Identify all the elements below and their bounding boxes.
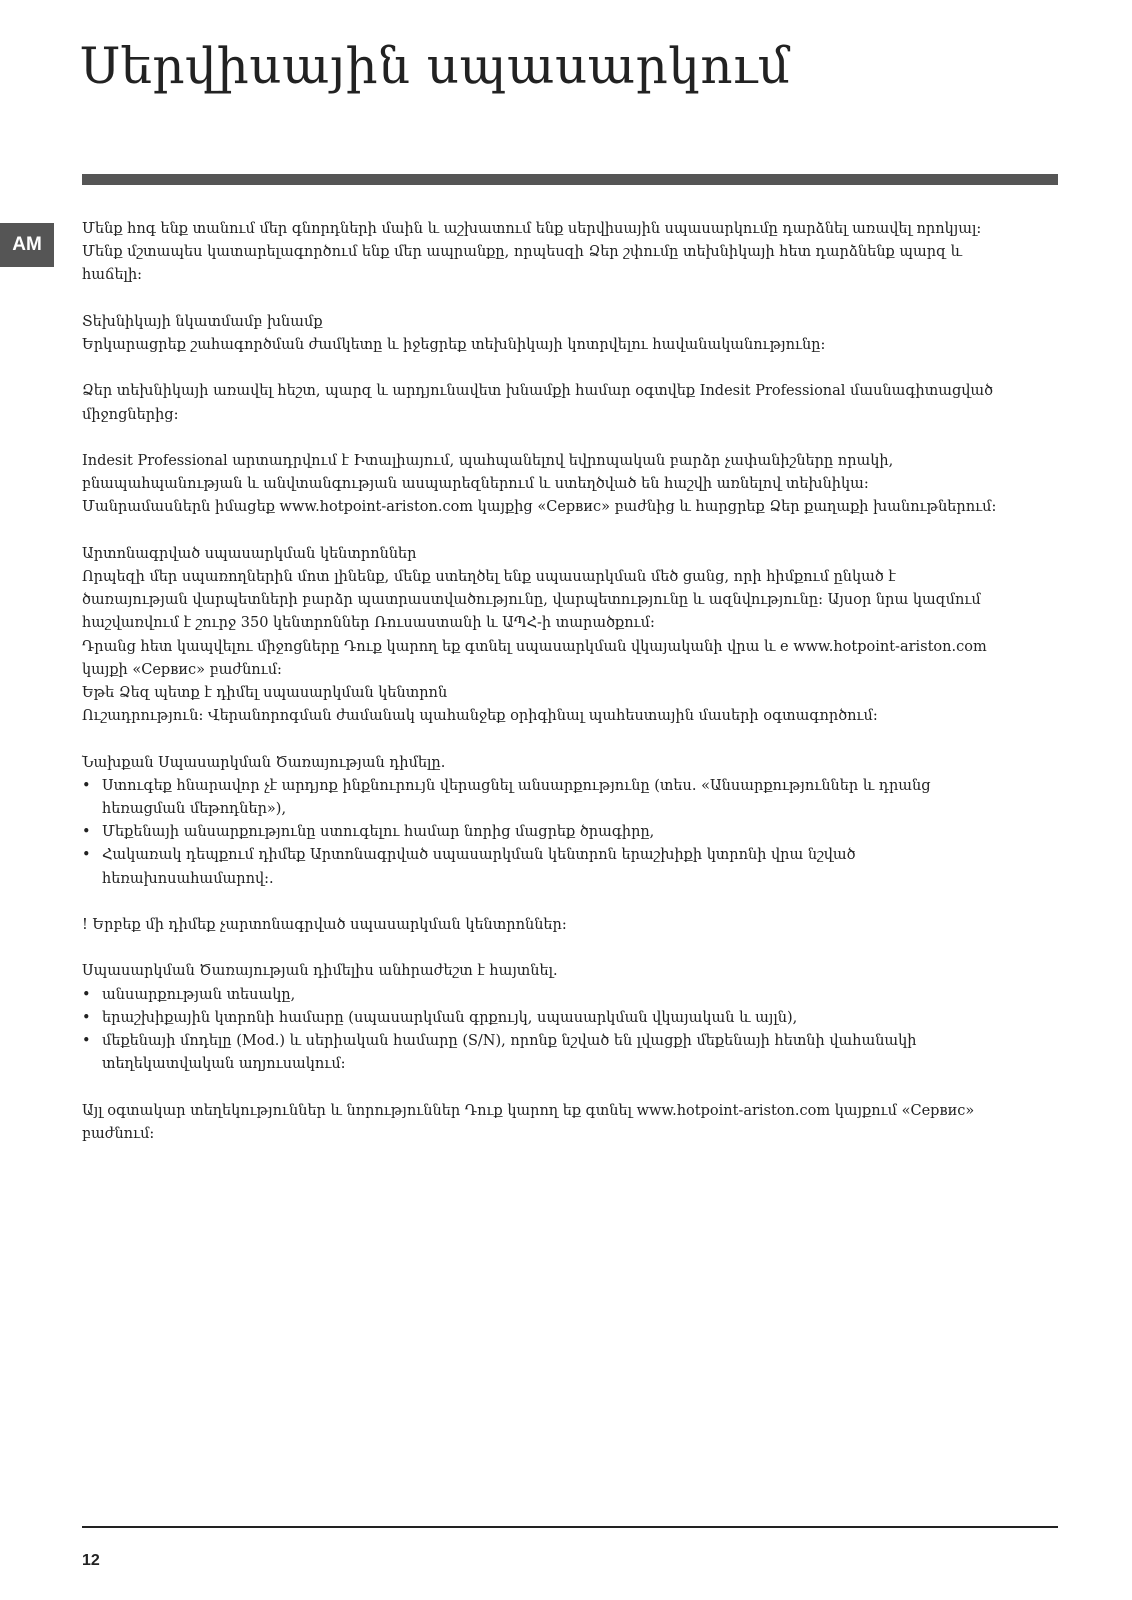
text-line: բաժնում: — [82, 1125, 155, 1142]
before-contact-section — [82, 752, 1060, 891]
text-line: Երկարացրեք շահագործման ժամկետը և իջեցրեք տեխնիկայի կոտրվելու հավանականությունը: — [82, 337, 826, 353]
required-info-heading: Սպասարկման Ծառայության դիմելիս անհրաժեշտ է հայտնել. — [82, 963, 558, 980]
text-line: Indesit Professional արտադրվում է Իտալիայում, պահպանելով եվրոպական բարձր չափանիշները որակի, — [82, 452, 894, 469]
list-item: • երաշխիքային կտրոնի համարը (սպասարկման գրքույկ, սպասարկման վկայական և այլն), — [82, 1007, 1060, 1030]
warning-text: ! Երբեք մի դիմեք չարտոնագրված սպասարկման կենտրոններ: — [82, 917, 567, 933]
before-contact-heading: Նախքան Սպասարկման Ծառայության դիմելը. — [82, 754, 446, 771]
text-line: հաշվառվում է շուրջ 350 կենտրոններ Ռուսաստանի և ԱՊՀ-ի տարածքում: — [82, 615, 655, 632]
care-heading: Տեխնիկայի նկատմամբ խնամք — [82, 313, 323, 330]
page-number: 12 — [82, 1552, 100, 1569]
made-in-paragraph — [82, 450, 1060, 520]
text-line: Դրանց հետ կապվելու միջոցները Դուք կարող եք գտնել սպասարկման վկայականի վրա և e www.hotpoint-ariston.com — [82, 638, 987, 655]
text-line: Մենք հոգ ենք տանում մեր գնորդների մաին և աշխատում ենք սերվիսային սպասարկումը դարձնել առավել որոկյալ: — [82, 221, 982, 237]
text-line: Այլ օգտակար տեղեկություններ և նորություններ Դուք կարող եք գտնել www.hotpoint-ariston.com կայքում «Сервис» — [82, 1102, 975, 1119]
text-line: Որպեզի մեր սպառողներին մոտ լինենք, մենք ստեղծել ենք սպասարկման մեծ ցանց, որի հիմքում ընկած է — [82, 568, 896, 585]
text-line: հաճելի: — [82, 267, 143, 284]
text-line: Մանրամասներն իմացեք www.hotpoint-ariston.com կայքից «Сервис» բաժնից և հարցրեք Ձեր քաղաքի խանութներում: — [82, 499, 997, 516]
text-line: Եթե Ձեզ պետք է դիմել սպասարկման կենտրոն — [82, 685, 448, 701]
more-info-paragraph — [82, 1100, 1060, 1146]
list-item: • մեքենայի մոդելը (Mod.) և սերիական համարը (S/N), որոնք նշված են լվացքի մեքենայի հետնի վահանակի տեղեկատվական աղյուսակում: — [82, 1030, 1060, 1076]
warning-paragraph — [82, 914, 1060, 937]
footer-divider — [82, 1526, 1058, 1528]
page-title: Սերվիսային սպասարկում — [80, 37, 791, 95]
before-contact-list — [82, 775, 1060, 891]
text-line: Ձեր տեխնիկայի առավել հեշտ, պարզ և արդյունավետ խնամքի համար օգտվեք Indesit Professional մասնագիտացված — [82, 383, 994, 400]
list-item: • Ստուգեք հնարավոր չէ արդյոք ինքնուրույն վերացնել անսարքությունը (տես. «Անսարքություններ և դրանց հեռացման մեթոդներ»), — [82, 775, 1060, 821]
tools-paragraph — [82, 380, 1060, 426]
service-centers-paragraph — [82, 543, 1060, 729]
list-item: • Հակառակ դեպքում դիմեք Արտոնագրված սպասարկման կենտրոն երաշխիքի կտրոնի վրա նշված հեռախոսահամարով:. — [82, 844, 1060, 890]
centers-heading: Արտոնագրված սպասարկման կենտրոններ — [82, 545, 417, 562]
text-line: Ուշադրություն: Վերանորոգման ժամանակ պահանջեք օրիգինալ պահեստային մասերի օգտագործում: — [82, 708, 878, 725]
text-line: Մենք մշտապես կատարելագործում ենք մեր ապրանքը, որպեսզի Ձեր շփումը տեխնիկայի հետ դարձնենք պարզ և — [82, 244, 963, 261]
text-line: կայքի «Сервис» բաժնում: — [82, 661, 282, 678]
title-divider — [82, 174, 1058, 185]
text-line: միջոցներից: — [82, 406, 179, 423]
text-line: ծառայության վարպետների բարձր պատրաստվածությունը, վարպետությունը և ազնվությունը: Այսօր նրա կազմում — [82, 592, 981, 609]
required-info-section — [82, 960, 1060, 1076]
care-paragraph — [82, 311, 1060, 357]
list-item: • Մեքենայի անսարքությունը ստուգելու համար նորից մացրեք ծրագիրը, — [82, 821, 1060, 844]
language-badge: AM — [0, 223, 54, 267]
list-item: • անսարքության տեսակը, — [82, 984, 1060, 1007]
intro-paragraph — [82, 218, 1060, 288]
document-body — [82, 218, 1060, 1169]
text-line: բնապահպանության և անվտանգության ասպարեզներում և ստեղծված են հաշվի առնելով տեխնիկա: — [82, 476, 869, 493]
required-info-list — [82, 984, 1060, 1077]
